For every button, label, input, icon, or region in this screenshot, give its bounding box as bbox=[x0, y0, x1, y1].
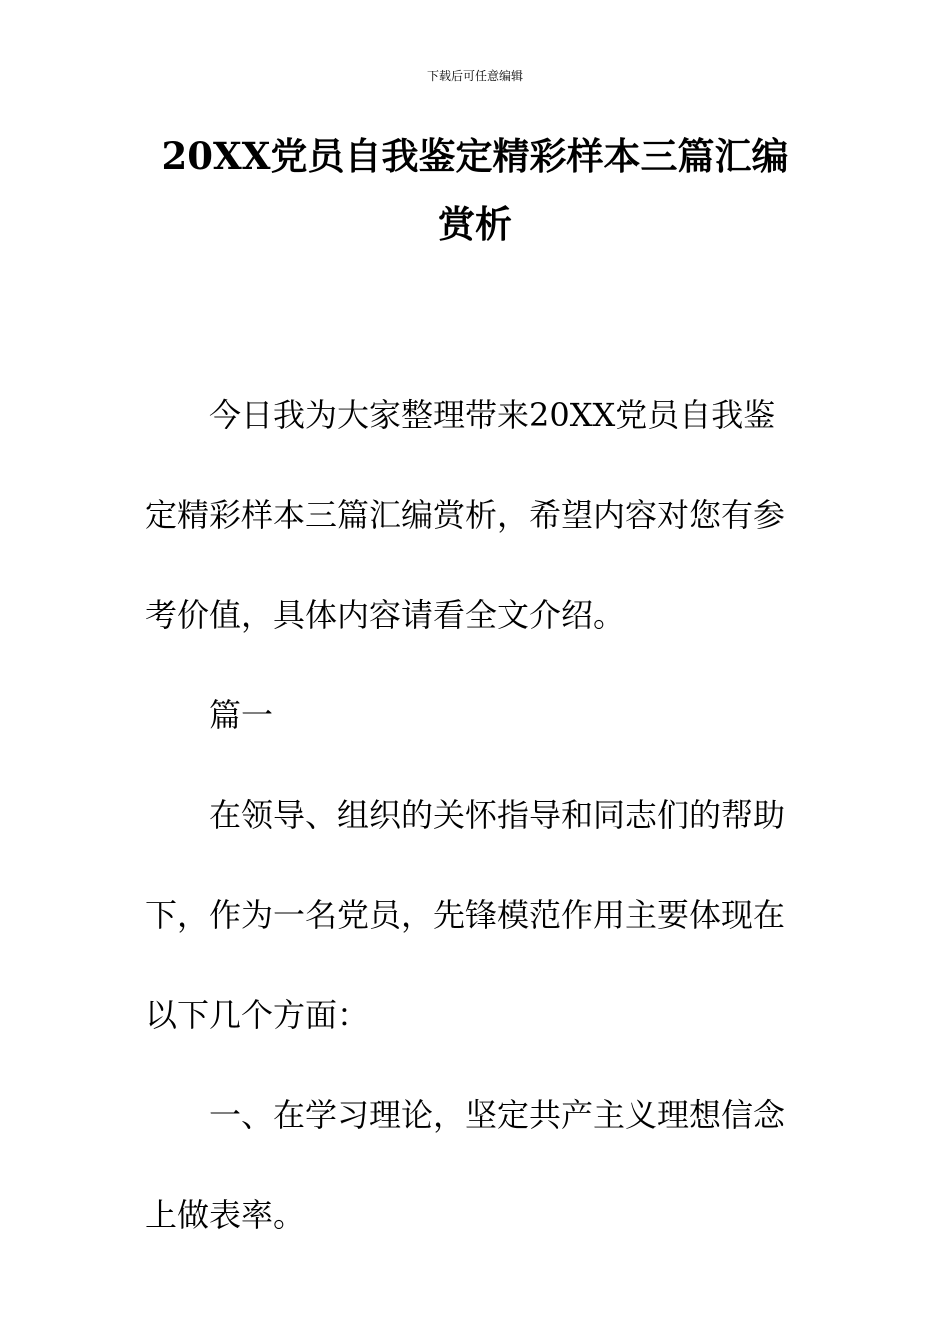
header-note: 下载后可任意编辑 bbox=[426, 69, 523, 83]
document-title: 20XX党员自我鉴定精彩样本三篇汇编赏析 bbox=[161, 134, 789, 246]
intro-paragraph: 今日我为大家整理带来20XX党员自我鉴定精彩样本三篇汇编赏析，希望内容对您有参考价值，具体内容请看全文介绍。 bbox=[145, 396, 786, 634]
document-body bbox=[145, 365, 785, 1265]
body-paragraph: 在领导、组织的关怀指导和同志们的帮助下，作为一名党员，先锋模范作用主要体现在以下几个方面： bbox=[145, 796, 786, 1034]
section-heading: 篇一 bbox=[209, 696, 274, 734]
body-paragraph: 一、在学习理论，坚定共产主义理想信念上做表率。 bbox=[145, 1096, 786, 1234]
